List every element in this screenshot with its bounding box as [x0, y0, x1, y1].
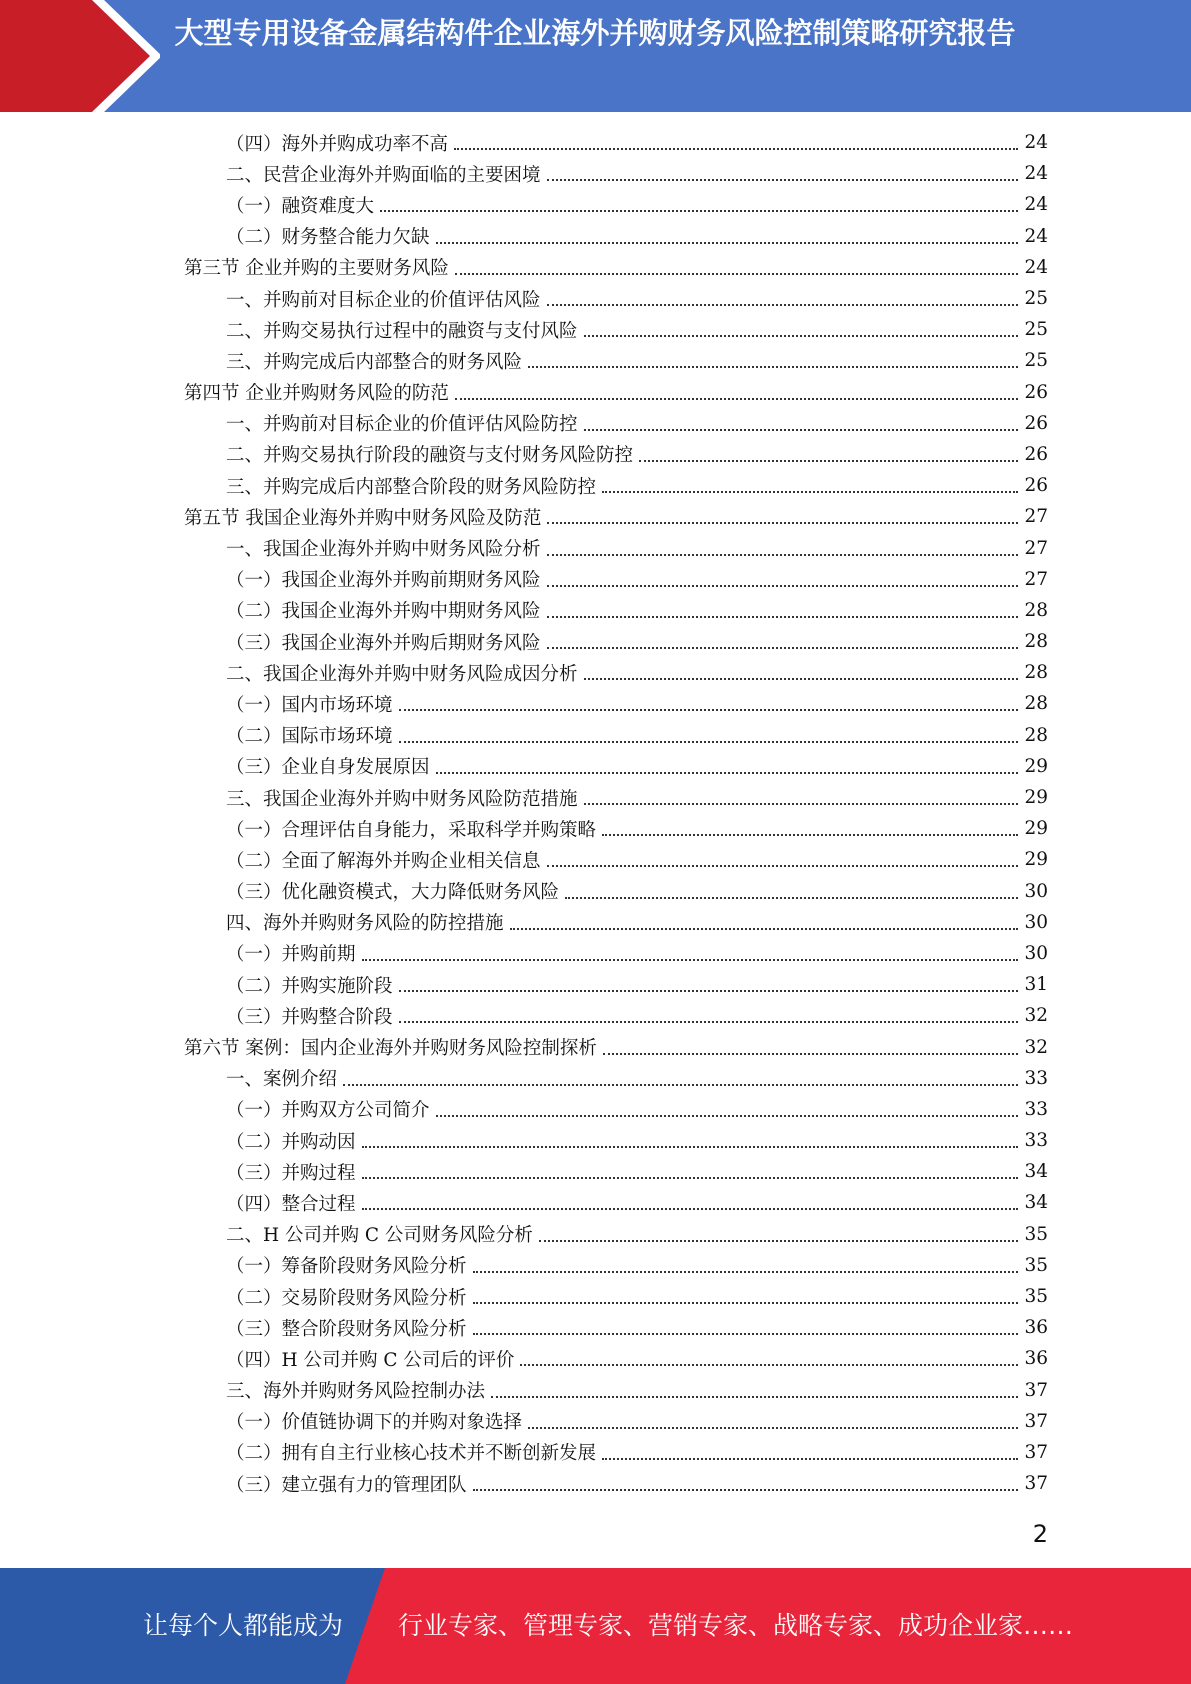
toc-entry-page: 32 [1024, 1005, 1048, 1027]
toc-leader-dots [584, 677, 1018, 680]
toc-entry-page: 37 [1024, 1410, 1048, 1432]
toc-entry-page: 30 [1024, 942, 1048, 964]
toc-entry-page: 24 [1024, 256, 1048, 278]
toc-entry-page: 24 [1024, 163, 1048, 185]
toc-entry-page: 29 [1024, 755, 1048, 777]
toc-leader-dots [602, 490, 1018, 493]
toc-entry[interactable] [0, 626, 1191, 657]
header-arrow-decoration [0, 0, 160, 112]
toc-entry[interactable] [0, 252, 1191, 283]
toc-entry[interactable] [0, 844, 1191, 875]
toc-entry[interactable] [0, 1031, 1191, 1062]
toc-entry[interactable] [0, 1063, 1191, 1094]
toc-leader-dots [547, 615, 1018, 618]
toc-entry[interactable] [0, 720, 1191, 751]
toc-entry-title: （二）我国企业海外并购中期财务风险 [226, 597, 545, 623]
toc-entry-title: 二、H 公司并购 C 公司财务风险分析 [226, 1221, 537, 1247]
toc-leader-dots [380, 209, 1018, 212]
toc-entry[interactable] [0, 938, 1191, 969]
toc-leader-dots [399, 708, 1018, 711]
toc-leader-dots [473, 1488, 1018, 1491]
toc-entry-title: （一）国内市场环境 [226, 691, 397, 717]
toc-entry-page: 37 [1024, 1379, 1048, 1401]
toc-leader-dots [491, 1395, 1018, 1398]
toc-entry-title: （三）整合阶段财务风险分析 [226, 1315, 471, 1341]
toc-entry-title: （一）筹备阶段财务风险分析 [226, 1252, 471, 1278]
toc-entry-title: （二）拥有自主行业核心技术并不断创新发展 [226, 1439, 600, 1465]
toc-entry-page: 29 [1024, 818, 1048, 840]
toc-entry[interactable] [0, 1281, 1191, 1312]
toc-entry-page: 26 [1024, 412, 1048, 434]
toc-entry-title: 一、我国企业海外并购中财务风险分析 [226, 535, 545, 561]
toc-leader-dots [528, 1426, 1018, 1429]
toc-entry-title: （三）建立强有力的管理团队 [226, 1471, 471, 1497]
toc-entry[interactable] [0, 1375, 1191, 1406]
toc-entry-page: 27 [1024, 568, 1048, 590]
toc-leader-dots [602, 833, 1018, 836]
toc-leader-dots [584, 428, 1018, 431]
toc-entry[interactable] [0, 532, 1191, 563]
toc-entry-page: 33 [1024, 1067, 1048, 1089]
toc-entry-title: 三、并购完成后内部整合阶段的财务风险防控 [226, 473, 600, 499]
toc-entry-page: 29 [1024, 849, 1048, 871]
toc-entry[interactable] [0, 221, 1191, 252]
toc-entry-title: 二、民营企业海外并购面临的主要困境 [226, 161, 545, 187]
toc-leader-dots [362, 1207, 1018, 1210]
toc-entry-title: 一、并购前对目标企业的价值评估风险防控 [226, 410, 582, 436]
toc-entry[interactable] [0, 189, 1191, 220]
toc-entry-title: （二）并购实施阶段 [226, 972, 397, 998]
toc-entry[interactable] [0, 595, 1191, 626]
toc-leader-dots [565, 896, 1018, 899]
toc-leader-dots [528, 365, 1018, 368]
arrow-red-shape [0, 0, 150, 112]
toc-entry-page: 25 [1024, 319, 1048, 341]
toc-entry[interactable] [0, 688, 1191, 719]
toc-entry[interactable] [0, 1437, 1191, 1468]
toc-entry[interactable] [0, 907, 1191, 938]
toc-entry-page: 24 [1024, 132, 1048, 154]
toc-leader-dots [603, 1052, 1018, 1055]
toc-entry-title: 四、海外并购财务风险的防控措施 [226, 909, 508, 935]
footer-slogan-left: 让每个人都能成为 [143, 1611, 344, 1640]
toc-entry-title: 三、海外并购财务风险控制办法 [226, 1377, 489, 1403]
toc-entry[interactable] [0, 813, 1191, 844]
toc-leader-dots [473, 1332, 1018, 1335]
toc-entry-title: （三）并购过程 [226, 1159, 360, 1185]
toc-leader-dots [547, 864, 1018, 867]
toc-entry-title: （三）并购整合阶段 [226, 1003, 397, 1029]
toc-entry[interactable] [0, 501, 1191, 532]
toc-entry-page: 24 [1024, 194, 1048, 216]
toc-entry[interactable] [0, 377, 1191, 408]
toc-entry-page: 28 [1024, 662, 1048, 684]
toc-entry[interactable] [0, 1219, 1191, 1250]
table-of-contents [0, 127, 1191, 1499]
toc-entry-page: 27 [1024, 506, 1048, 528]
toc-entry-title: 三、并购完成后内部整合的财务风险 [226, 348, 526, 374]
toc-entry-title: （二）国际市场环境 [226, 722, 397, 748]
toc-entry-page: 34 [1024, 1192, 1048, 1214]
toc-leader-dots [473, 1301, 1018, 1304]
toc-entry-title: （三）企业自身发展原因 [226, 753, 434, 779]
toc-entry-title: （一）并购前期 [226, 940, 360, 966]
toc-entry[interactable] [0, 1000, 1191, 1031]
toc-entry-title: （一）我国企业海外并购前期财务风险 [226, 566, 545, 592]
toc-entry[interactable] [0, 283, 1191, 314]
toc-entry-page: 35 [1024, 1223, 1048, 1245]
toc-entry-title: 第四节 企业并购财务风险的防范 [184, 379, 453, 405]
toc-entry[interactable] [0, 657, 1191, 688]
document-title: 大型专用设备金属结构件企业海外并购财务风险控制策略研究报告 [174, 16, 1016, 50]
footer-banner [0, 1568, 1191, 1684]
toc-leader-dots [436, 771, 1018, 774]
header-banner [0, 0, 1191, 112]
toc-entry-page: 26 [1024, 381, 1048, 403]
toc-leader-dots [547, 646, 1018, 649]
footer-slogan-right: 行业专家、管理专家、营销专家、战略专家、成功企业家…… [398, 1611, 1074, 1640]
toc-entry-title: 二、并购交易执行阶段的融资与支付财务风险防控 [226, 441, 637, 467]
toc-leader-dots [547, 303, 1018, 306]
toc-entry[interactable] [0, 1250, 1191, 1281]
toc-entry-page: 36 [1024, 1317, 1048, 1339]
toc-leader-dots [436, 241, 1018, 244]
toc-entry[interactable] [0, 158, 1191, 189]
toc-entry-title: 二、我国企业海外并购中财务风险成因分析 [226, 660, 582, 686]
toc-leader-dots [473, 1270, 1018, 1273]
toc-leader-dots [454, 147, 1018, 150]
toc-entry-title: （二）并购动因 [226, 1128, 360, 1154]
toc-entry-page: 36 [1024, 1348, 1048, 1370]
toc-entry[interactable] [0, 314, 1191, 345]
toc-entry[interactable] [0, 408, 1191, 439]
toc-entry[interactable] [0, 564, 1191, 595]
toc-leader-dots [362, 958, 1018, 961]
toc-entry[interactable] [0, 1343, 1191, 1374]
toc-entry-page: 37 [1024, 1473, 1048, 1495]
toc-entry-title: （一）合理评估自身能力，采取科学并购策略 [226, 816, 600, 842]
toc-leader-dots [539, 1239, 1018, 1242]
toc-leader-dots [399, 1020, 1018, 1023]
toc-leader-dots [547, 553, 1018, 556]
toc-entry-title: （四）整合过程 [226, 1190, 360, 1216]
toc-entry-title: （二）财务整合能力欠缺 [226, 223, 434, 249]
toc-entry-page: 37 [1024, 1441, 1048, 1463]
toc-entry-page: 32 [1024, 1036, 1048, 1058]
toc-entry-title: （二）交易阶段财务风险分析 [226, 1284, 471, 1310]
toc-entry-page: 28 [1024, 631, 1048, 653]
toc-entry[interactable] [0, 751, 1191, 782]
toc-entry-page: 25 [1024, 288, 1048, 310]
toc-entry-title: 二、并购交易执行过程中的融资与支付风险 [226, 317, 582, 343]
toc-entry-title: 一、案例介绍 [226, 1065, 341, 1091]
toc-leader-dots [510, 927, 1018, 930]
toc-entry-title: （一）价值链协调下的并购对象选择 [226, 1408, 526, 1434]
toc-entry-page: 26 [1024, 475, 1048, 497]
toc-entry-page: 29 [1024, 787, 1048, 809]
toc-entry-title: 第五节 我国企业海外并购中财务风险及防范 [184, 504, 545, 530]
toc-entry[interactable] [0, 345, 1191, 376]
toc-entry[interactable] [0, 439, 1191, 470]
toc-entry-page: 28 [1024, 724, 1048, 746]
toc-entry-page: 27 [1024, 537, 1048, 559]
toc-leader-dots [547, 178, 1018, 181]
toc-entry-title: （三）优化融资模式，大力降低财务风险 [226, 878, 563, 904]
toc-leader-dots [362, 1145, 1018, 1148]
toc-entry-page: 24 [1024, 225, 1048, 247]
toc-entry-title: （三）我国企业海外并购后期财务风险 [226, 629, 545, 655]
toc-leader-dots [455, 397, 1018, 400]
toc-entry-title: （二）全面了解海外并购企业相关信息 [226, 847, 545, 873]
toc-entry-title: 三、我国企业海外并购中财务风险防范措施 [226, 785, 582, 811]
toc-leader-dots [399, 989, 1018, 992]
toc-entry-page: 33 [1024, 1130, 1048, 1152]
toc-entry[interactable] [0, 1187, 1191, 1218]
toc-leader-dots [436, 1114, 1018, 1117]
toc-entry-title: 第三节 企业并购的主要财务风险 [184, 254, 453, 280]
toc-entry-page: 35 [1024, 1254, 1048, 1276]
toc-entry-title: 第六节 案例：国内企业海外并购财务风险控制探析 [184, 1034, 601, 1060]
toc-entry-page: 28 [1024, 599, 1048, 621]
toc-entry[interactable] [0, 1406, 1191, 1437]
toc-entry[interactable] [0, 969, 1191, 1000]
toc-entry-page: 25 [1024, 350, 1048, 372]
toc-leader-dots [584, 334, 1018, 337]
toc-entry[interactable] [0, 1125, 1191, 1156]
toc-leader-dots [639, 459, 1018, 462]
toc-entry[interactable] [0, 876, 1191, 907]
toc-entry[interactable] [0, 470, 1191, 501]
toc-entry-title: （四）海外并购成功率不高 [226, 130, 452, 156]
toc-entry[interactable] [0, 127, 1191, 158]
toc-entry-page: 28 [1024, 693, 1048, 715]
toc-entry-page: 30 [1024, 911, 1048, 933]
toc-entry[interactable] [0, 1468, 1191, 1499]
toc-leader-dots [343, 1083, 1018, 1086]
toc-entry[interactable] [0, 1312, 1191, 1343]
toc-leader-dots [520, 1363, 1018, 1366]
toc-leader-dots [602, 1457, 1018, 1460]
toc-entry[interactable] [0, 782, 1191, 813]
toc-entry-title: （一）融资难度大 [226, 192, 378, 218]
toc-entry-page: 35 [1024, 1286, 1048, 1308]
toc-entry-page: 26 [1024, 443, 1048, 465]
toc-entry[interactable] [0, 1156, 1191, 1187]
toc-entry-title: 一、并购前对目标企业的价值评估风险 [226, 286, 545, 312]
toc-entry-page: 34 [1024, 1161, 1048, 1183]
toc-entry-page: 31 [1024, 974, 1048, 996]
toc-leader-dots [399, 740, 1018, 743]
toc-entry-page: 30 [1024, 880, 1048, 902]
toc-entry-title: （一）并购双方公司简介 [226, 1096, 434, 1122]
toc-leader-dots [547, 521, 1018, 524]
toc-entry[interactable] [0, 1094, 1191, 1125]
toc-leader-dots [362, 1176, 1018, 1179]
toc-leader-dots [455, 272, 1018, 275]
toc-entry-page: 33 [1024, 1098, 1048, 1120]
page-number: 2 [1032, 1520, 1048, 1548]
toc-leader-dots [547, 584, 1018, 587]
toc-leader-dots [584, 802, 1018, 805]
toc-entry-title: （四）H 公司并购 C 公司后的评价 [226, 1346, 518, 1372]
